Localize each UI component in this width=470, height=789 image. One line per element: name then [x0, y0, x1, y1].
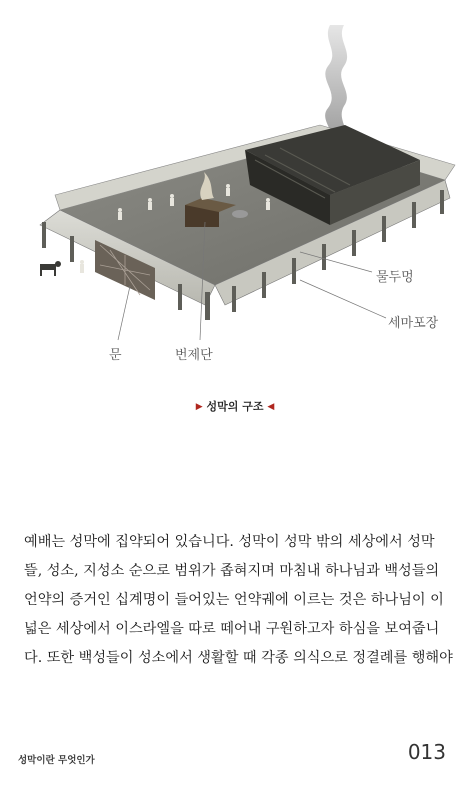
- laver: [232, 210, 248, 218]
- animal-figure: [40, 261, 61, 276]
- body-paragraph: [24, 528, 464, 673]
- body-line: 뜰, 성소, 지성소 순으로 범위가 좁혀지며 마침내 하나님과 백성들의: [24, 563, 440, 579]
- figure-caption: [0, 398, 470, 414]
- body-line: 언약의 증거인 십계명이 들어있는 언약궤에 이르는 것은 하나님이 이: [24, 592, 444, 608]
- running-footer-book-title: 성막이란 무엇인가: [18, 755, 95, 766]
- body-line: 예배는 성막에 집약되어 있습니다. 성막이 성막 밖의 세상에서 성막: [24, 534, 435, 550]
- page-number: 013: [407, 740, 446, 764]
- fine-linen-curtain-label: 세마포장: [388, 316, 439, 331]
- caption-left-marker-icon: ▶: [195, 402, 203, 412]
- caption-right-marker-icon: ◀: [267, 402, 275, 412]
- body-line: 넓은 세상에서 이스라엘을 따로 떼어내 구원하고자 하심을 보여줍니: [24, 621, 440, 637]
- laver-label: 물두멍: [376, 270, 414, 285]
- body-line: 다. 또한 백성들이 성소에서 생활할 때 각종 의식으로 정결례를 행해야: [24, 650, 453, 666]
- gate-label: 문: [109, 348, 122, 363]
- altar-label: 번제단: [175, 348, 213, 363]
- caption-text: 성막의 구조: [206, 400, 264, 413]
